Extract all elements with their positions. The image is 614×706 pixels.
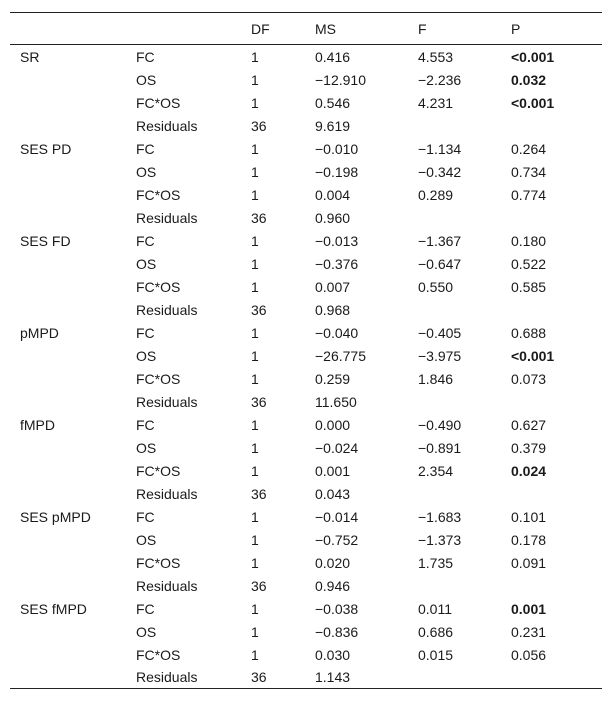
measure-cell: SES pMPD	[20, 508, 91, 525]
ms-cell: −12.910	[315, 71, 366, 88]
p-value-cell: 0.627	[511, 416, 547, 433]
term-cell: FC	[136, 48, 155, 65]
ms-cell: −0.198	[315, 163, 359, 180]
ms-cell: −0.836	[315, 623, 359, 640]
df-cell: 1	[251, 416, 259, 433]
df-cell: 36	[251, 666, 315, 689]
table-row	[10, 528, 602, 551]
df-cell: 1	[251, 462, 259, 479]
ms-cell: −0.010	[315, 140, 359, 157]
df-cell: 36	[251, 117, 267, 134]
term-cell: Residuals	[136, 666, 251, 689]
measure-cell	[10, 206, 136, 229]
ms-cell: 0.946	[315, 577, 351, 594]
ms-cell: 11.650	[315, 393, 357, 410]
p-value-cell: 0.585	[511, 278, 547, 295]
term-cell: OS	[136, 531, 157, 548]
table-row	[10, 45, 602, 69]
term-cell: OS	[136, 439, 157, 456]
ms-cell: −0.038	[315, 600, 359, 617]
table-row	[10, 275, 602, 298]
term-cell: Residuals	[136, 485, 198, 502]
term-cell: FC*OS	[136, 186, 181, 203]
df-cell: 36	[251, 209, 267, 226]
measure-cell	[10, 367, 136, 390]
header-ms: MS	[315, 13, 418, 45]
term-cell: FC	[136, 324, 155, 341]
measure-cell	[10, 275, 136, 298]
f-cell: 4.231	[418, 94, 454, 111]
ms-cell: 1.143	[315, 666, 418, 689]
measure-cell	[10, 114, 136, 137]
ms-cell: −0.752	[315, 531, 359, 548]
p-value-cell: 0.379	[511, 439, 547, 456]
table-row	[10, 597, 602, 620]
header-p: P	[511, 13, 602, 45]
table-row	[10, 459, 602, 482]
p-value-cell: 0.734	[511, 163, 547, 180]
measure-cell	[10, 252, 136, 275]
table-row	[10, 367, 602, 390]
table-body	[10, 45, 602, 689]
df-cell: 1	[251, 278, 259, 295]
table-row	[10, 413, 602, 436]
ms-cell: 0.020	[315, 554, 351, 571]
table-header	[10, 13, 602, 45]
table-row	[10, 620, 602, 643]
p-value-cell: 0.178	[511, 531, 547, 548]
df-cell: 1	[251, 163, 259, 180]
measure-cell: SR	[20, 48, 40, 65]
term-cell: FC*OS	[136, 278, 181, 295]
term-cell: FC	[136, 140, 155, 157]
f-cell: 0.015	[418, 646, 454, 663]
table-row	[10, 390, 602, 413]
f-cell	[418, 574, 511, 597]
table-row	[10, 252, 602, 275]
df-cell: 1	[251, 600, 259, 617]
measure-cell	[10, 183, 136, 206]
df-cell: 1	[251, 71, 259, 88]
ms-cell: −0.024	[315, 439, 359, 456]
f-cell: 2.354	[418, 462, 454, 479]
measure-cell	[10, 459, 136, 482]
f-cell: 1.846	[418, 370, 454, 387]
measure-cell	[10, 643, 136, 666]
anova-table	[10, 12, 602, 689]
ms-cell: 0.001	[315, 462, 351, 479]
term-cell: FC*OS	[136, 370, 181, 387]
ms-cell: −0.014	[315, 508, 359, 525]
p-value-cell: 0.073	[511, 370, 547, 387]
f-cell: −0.647	[418, 255, 462, 272]
measure-cell	[10, 666, 136, 689]
measure-cell	[10, 390, 136, 413]
term-cell: Residuals	[136, 393, 198, 410]
f-cell	[418, 390, 511, 413]
f-cell: 0.289	[418, 186, 454, 203]
measure-cell	[10, 160, 136, 183]
p-value-cell: 0.032	[511, 71, 547, 88]
df-cell: 1	[251, 255, 259, 272]
term-cell: Residuals	[136, 577, 198, 594]
p-value-cell: 0.688	[511, 324, 547, 341]
f-cell: −3.975	[418, 347, 462, 364]
term-cell: Residuals	[136, 209, 198, 226]
p-value-cell: 0.101	[511, 508, 547, 525]
table-row	[10, 91, 602, 114]
ms-cell: 0.546	[315, 94, 351, 111]
term-cell: FC*OS	[136, 554, 181, 571]
p-value-cell: 0.024	[511, 462, 547, 479]
ms-cell: −0.040	[315, 324, 359, 341]
measure-cell	[10, 482, 136, 505]
f-cell	[418, 298, 511, 321]
p-value-cell: 0.180	[511, 232, 547, 249]
table-row	[10, 344, 602, 367]
header-term	[136, 13, 251, 45]
f-cell: −0.405	[418, 324, 462, 341]
p-value-cell	[511, 574, 602, 597]
p-value-cell: <0.001	[511, 347, 555, 364]
measure-cell: SES fMPD	[20, 600, 87, 617]
f-cell	[418, 206, 511, 229]
measure-cell: SES PD	[20, 140, 72, 157]
table-row	[10, 482, 602, 505]
f-cell: 0.550	[418, 278, 454, 295]
header-f: F	[418, 13, 511, 45]
table-row	[10, 551, 602, 574]
table-row	[10, 68, 602, 91]
p-value-cell	[511, 298, 602, 321]
measure-cell	[10, 620, 136, 643]
p-value-cell	[511, 114, 602, 137]
ms-cell: 0.259	[315, 370, 351, 387]
p-value-cell: 0.001	[511, 600, 547, 617]
measure-cell	[10, 574, 136, 597]
f-cell: −1.373	[418, 531, 462, 548]
f-cell: −1.683	[418, 508, 462, 525]
f-cell: −0.891	[418, 439, 462, 456]
measure-cell	[10, 298, 136, 321]
term-cell: FC	[136, 232, 155, 249]
p-value-cell: 0.056	[511, 646, 547, 663]
term-cell: FC*OS	[136, 462, 181, 479]
df-cell: 1	[251, 646, 259, 663]
df-cell: 1	[251, 186, 259, 203]
table-row	[10, 183, 602, 206]
f-cell: 1.735	[418, 554, 454, 571]
table-row	[10, 137, 602, 160]
f-cell: 0.686	[418, 623, 454, 640]
p-value-cell	[511, 206, 602, 229]
df-cell: 1	[251, 94, 259, 111]
p-value-cell: 0.774	[511, 186, 547, 203]
df-cell: 1	[251, 48, 259, 65]
df-cell: 1	[251, 324, 259, 341]
df-cell: 1	[251, 347, 259, 364]
ms-cell: 0.000	[315, 416, 351, 433]
p-value-cell: 0.522	[511, 255, 547, 272]
df-cell: 1	[251, 623, 259, 640]
table-row	[10, 574, 602, 597]
header-df: DF	[251, 13, 315, 45]
p-value-cell	[511, 482, 602, 505]
p-value-cell: <0.001	[511, 94, 555, 111]
term-cell: OS	[136, 347, 157, 364]
f-cell	[418, 482, 511, 505]
term-cell: OS	[136, 163, 157, 180]
term-cell: FC	[136, 416, 155, 433]
term-cell: Residuals	[136, 301, 198, 318]
ms-cell: −0.376	[315, 255, 359, 272]
p-value-cell: 0.264	[511, 140, 547, 157]
table-row	[10, 298, 602, 321]
ms-cell: 0.043	[315, 485, 351, 502]
f-cell	[418, 114, 511, 137]
table-row	[10, 436, 602, 459]
term-cell: FC*OS	[136, 646, 181, 663]
df-cell: 1	[251, 554, 259, 571]
df-cell: 36	[251, 393, 267, 410]
f-cell: −2.236	[418, 71, 462, 88]
measure-cell: fMPD	[20, 416, 55, 433]
df-cell: 1	[251, 508, 259, 525]
df-cell: 1	[251, 232, 259, 249]
ms-cell: 0.416	[315, 48, 351, 65]
ms-cell: 0.968	[315, 301, 351, 318]
ms-cell: 0.030	[315, 646, 351, 663]
measure-cell	[10, 91, 136, 114]
measure-cell	[10, 344, 136, 367]
measure-cell	[10, 436, 136, 459]
p-value-cell	[511, 666, 602, 689]
measure-cell: SES FD	[20, 232, 71, 249]
term-cell: OS	[136, 623, 157, 640]
ms-cell: 0.007	[315, 278, 351, 295]
p-value-cell: 0.091	[511, 554, 547, 571]
df-cell: 1	[251, 370, 259, 387]
ms-cell: 0.960	[315, 209, 351, 226]
measure-cell	[10, 528, 136, 551]
term-cell: OS	[136, 71, 157, 88]
df-cell: 1	[251, 531, 259, 548]
p-value-cell: <0.001	[511, 48, 555, 65]
table-row	[10, 643, 602, 666]
measure-cell	[10, 551, 136, 574]
term-cell: FC*OS	[136, 94, 181, 111]
term-cell: OS	[136, 255, 157, 272]
f-cell: 0.011	[418, 600, 452, 617]
f-cell: −0.490	[418, 416, 462, 433]
df-cell: 36	[251, 577, 267, 594]
p-value-cell: 0.231	[511, 623, 547, 640]
f-cell: 4.553	[418, 48, 454, 65]
df-cell: 36	[251, 485, 267, 502]
table-row	[10, 206, 602, 229]
table-row	[10, 229, 602, 252]
df-cell: 1	[251, 140, 259, 157]
term-cell: Residuals	[136, 117, 198, 134]
f-cell	[418, 666, 511, 689]
table-row	[10, 505, 602, 528]
table-row	[10, 321, 602, 344]
f-cell: −0.342	[418, 163, 462, 180]
measure-cell	[10, 68, 136, 91]
f-cell: −1.134	[418, 140, 462, 157]
header-measure	[10, 13, 136, 45]
df-cell: 36	[251, 301, 267, 318]
df-cell: 1	[251, 439, 259, 456]
term-cell: FC	[136, 600, 155, 617]
ms-cell: 0.004	[315, 186, 351, 203]
table-row	[10, 666, 602, 689]
ms-cell: −26.775	[315, 347, 366, 364]
ms-cell: −0.013	[315, 232, 359, 249]
f-cell: −1.367	[418, 232, 462, 249]
table-row	[10, 160, 602, 183]
ms-cell: 9.619	[315, 117, 351, 134]
term-cell: FC	[136, 508, 155, 525]
measure-cell: pMPD	[20, 324, 59, 341]
table-row	[10, 114, 602, 137]
p-value-cell	[511, 390, 602, 413]
header-row	[10, 13, 602, 45]
